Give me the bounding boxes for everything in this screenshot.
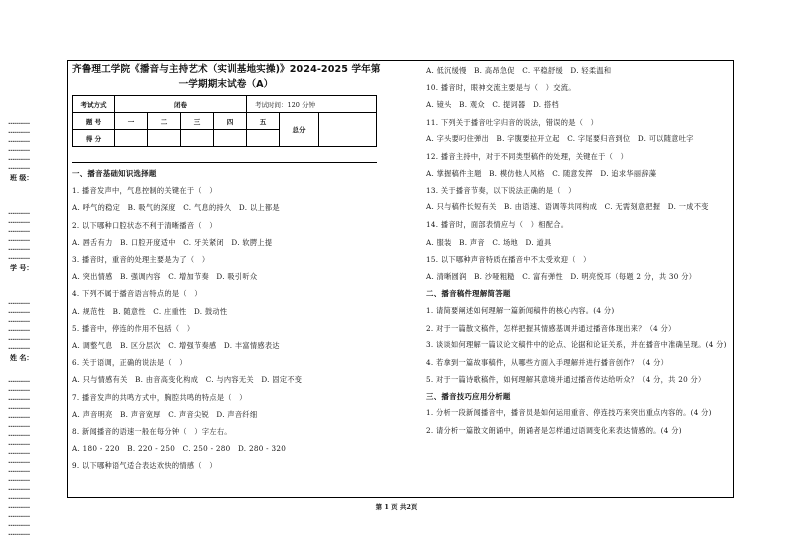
analysis-question: 1. 分析一段新闻播音中，播音员是如何运用重音、停连技巧来突出重点内容的。(4 分) xyxy=(426,408,712,418)
score-label: 得 分 xyxy=(73,130,115,147)
score-cell-4[interactable] xyxy=(214,130,247,147)
question-line: 6. 关于语调，正确的说法是（ ） xyxy=(72,358,187,368)
question-col-3: 三 xyxy=(181,113,214,130)
question-line: 14. 播音时，面部表情应与（ ）相配合。 xyxy=(426,220,569,230)
option-line: A. 字头要叼住弹出 B. 字腹要拉开立起 C. 字尾要归音到位 D. 可以随意吐字 xyxy=(426,133,694,143)
question-line: 2. 以下哪种口腔状态不利于清晰播音（ ） xyxy=(72,220,217,230)
exam-header xyxy=(72,62,380,92)
question-line: 3. 播音时，重音的处理主要是为了（ ） xyxy=(72,255,210,265)
section-3-heading: 三、播音技巧应用分析题 xyxy=(426,392,511,402)
exam-title xyxy=(72,62,380,92)
seal-dots: ........... xyxy=(8,145,30,153)
seal-dots: ........... xyxy=(8,421,30,429)
short-answer-question: 3. 谈谈如何理解一篇议论文稿件中的论点、论据和论证关系，并在播音中准确呈现。(4 分) xyxy=(426,339,727,349)
question-line: 5. 播音中，停连的作用不包括（ ） xyxy=(72,323,195,333)
seal-dots: ........... xyxy=(8,307,30,315)
right-column xyxy=(426,62,731,440)
question-line: 12. 播音主持中，对于不同类型稿件的处理，关键在于（ ） xyxy=(426,151,629,161)
option-line: A. 只与稿件长短有关 B. 由语速、语调等共同构成 C. 无需刻意把握 D. 一成不变 xyxy=(426,202,709,212)
seal-dots: ........... xyxy=(8,502,30,510)
option-line: A. 只与情感有关 B. 由音高变化构成 C. 与内容无关 D. 固定不变 xyxy=(72,375,303,385)
seal-dots: ........... xyxy=(8,226,30,234)
option-line: A. 声音明亮 B. 声音宽厚 C. 声音尖锐 D. 声音纤细 xyxy=(72,409,258,419)
page-number: 第 1 页 共2页 xyxy=(375,503,418,511)
seal-dots: ........... xyxy=(8,208,30,216)
exam-time: 考试时间：120 分钟 xyxy=(247,96,377,113)
seal-dots: ........... xyxy=(8,403,30,411)
score-cell-3[interactable] xyxy=(181,130,214,147)
question-col-4: 四 xyxy=(214,113,247,130)
seal-dots: ........... xyxy=(8,376,30,384)
question-line: 9. 以下哪种语气适合表达欢快的情感（ ） xyxy=(72,461,217,471)
seal-dots: ........... xyxy=(8,448,30,456)
seal-dots: ........... xyxy=(8,334,30,342)
seal-dots: ........... xyxy=(8,457,30,465)
seal-dots: ........... xyxy=(8,475,30,483)
class-label: 班 级： xyxy=(10,173,34,182)
exam-title-line1: 齐鲁理工学院《播音与主持艺术（实训基地实操)》2024-2025 学年第 xyxy=(72,64,381,75)
seal-dots: ........... xyxy=(8,217,30,225)
seal-dots: ........... xyxy=(8,244,30,252)
score-cell-1[interactable] xyxy=(115,130,148,147)
seal-dots: ........... xyxy=(8,385,30,393)
option-line: A. 180 - 220 B. 220 - 250 C. 250 - 280 D. 280 - 320 xyxy=(72,444,287,454)
seal-dots: ........... xyxy=(8,484,30,492)
option-line: A. 呼气的稳定 B. 吸气的深度 C. 气息的持久 D. 以上都是 xyxy=(72,203,280,213)
option-line: A. 突出情感 B. 强调内容 C. 增加节奏 D. 吸引听众 xyxy=(72,272,258,282)
seal-dots: ........... xyxy=(8,343,30,351)
question-no-label: 题 号 xyxy=(73,113,115,130)
short-answer-question: 1. 请简要阐述如何理解一篇新闻稿件的核心内容。(4 分) xyxy=(426,306,615,316)
question-line: 13. 关于播音节奏，以下说法正确的是（ ） xyxy=(426,186,576,196)
section-2-heading: 二、播音稿件理解简答题 xyxy=(426,289,511,299)
seal-dots: ........... xyxy=(8,430,30,438)
exam-mode-value: 闭卷 xyxy=(115,96,247,113)
option-line: A. 镜头 B. 观众 C. 提词器 D. 搭档 xyxy=(426,100,559,110)
left-column xyxy=(72,165,380,475)
option-line: A. 唇舌有力 B. 口腔开度适中 C. 牙关紧闭 D. 软腭上提 xyxy=(72,237,273,247)
option-line: A. 规范性 B. 随意性 C. 庄重性 D. 鼓动性 xyxy=(72,306,228,316)
seal-dots: ........... xyxy=(8,511,30,519)
divider xyxy=(72,162,377,163)
seal-dots: ........... xyxy=(8,529,30,537)
seal-dots: ........... xyxy=(8,298,30,306)
seal-dots: ........... xyxy=(8,394,30,402)
seal-dots: ........... xyxy=(8,154,30,162)
seal-dots: ........... xyxy=(8,466,30,474)
seal-dots: ........... xyxy=(8,316,30,324)
binding-seal xyxy=(8,118,60,538)
question-line: 11. 下列关于播音吐字归音的说法，错误的是（ ） xyxy=(426,117,599,127)
seal-dots: ........... xyxy=(8,253,30,261)
section-1-heading: 一、播音基础知识选择题 xyxy=(72,169,157,178)
score-table xyxy=(72,95,377,147)
analysis-question: 2. 请分析一篇散文朗诵中，朗诵者是怎样通过语调变化来表达情感的。(4 分) xyxy=(426,426,682,436)
seal-dots: ........... xyxy=(8,325,30,333)
option-line: A. 清晰圆润 B. 沙哑粗糙 C. 富有弹性 D. 明亮悦耳（每题 2 分，共 30 分） xyxy=(426,272,697,282)
option-line: A. 低沉缓慢 B. 高昂急促 C. 平稳舒缓 D. 轻柔温和 xyxy=(426,66,612,75)
exam-mode-label: 考试方式 xyxy=(73,96,115,113)
question-line: 15. 以下哪种声音特质在播音中不太受欢迎（ ） xyxy=(426,254,591,264)
short-answer-question: 4. 若拿到一篇故事稿件，从哪些方面入手理解并进行播音创作？（4 分） xyxy=(426,357,669,367)
seal-dots: ........... xyxy=(8,520,30,528)
score-cell-5[interactable] xyxy=(247,130,280,147)
option-line: A. 调整气息 B. 区分层次 C. 增强节奏感 D. 丰富情感表达 xyxy=(72,341,280,351)
seal-dots: ........... xyxy=(8,136,30,144)
seal-dots: ........... xyxy=(8,127,30,135)
question-line: 10. 播音时，眼神交流主要是与（ ）交流。 xyxy=(426,83,576,93)
seal-dots: ........... xyxy=(8,412,30,420)
total-score-cell[interactable] xyxy=(319,113,377,147)
name-label: 姓 名： xyxy=(10,353,34,362)
score-cell-2[interactable] xyxy=(148,130,181,147)
exam-title-line2: 一学期期末试卷（A） xyxy=(178,79,274,90)
question-col-1: 一 xyxy=(115,113,148,130)
short-answer-question: 2. 对于一篇散文稿件，怎样把握其情感基调并通过播音体现出来？（4 分） xyxy=(426,323,676,333)
student-id-label: 学 号： xyxy=(10,263,34,272)
total-label: 总分 xyxy=(280,113,319,147)
seal-dots: ........... xyxy=(8,118,30,126)
seal-dots: ........... xyxy=(8,163,30,171)
option-line: A. 服装 B. 声音 C. 场地 D. 道具 xyxy=(426,237,552,247)
question-line: 1. 播音发声中，气息控制的关键在于（ ） xyxy=(72,186,217,196)
option-line: A. 掌握稿件主题 B. 模仿他人风格 C. 随意发挥 D. 追求华丽辞藻 xyxy=(426,169,657,179)
question-line: 4. 下列不属于播音语言特点的是（ ） xyxy=(72,289,202,299)
question-line: 8. 新闻播音的语速一般在每分钟（ ）字左右。 xyxy=(72,427,232,437)
short-answer-question: 5. 对于一篇诗歌稿件，如何理解其意境并通过播音传达给听众？（4 分，共 20 分） xyxy=(426,375,706,385)
seal-dots: ........... xyxy=(8,439,30,447)
seal-dots: ........... xyxy=(8,493,30,501)
question-col-5: 五 xyxy=(247,113,280,130)
question-line: 7. 播音发声的共鸣方式中，胸腔共鸣的特点是（ ） xyxy=(72,392,247,402)
seal-dots: ........... xyxy=(8,235,30,243)
question-col-2: 二 xyxy=(148,113,181,130)
